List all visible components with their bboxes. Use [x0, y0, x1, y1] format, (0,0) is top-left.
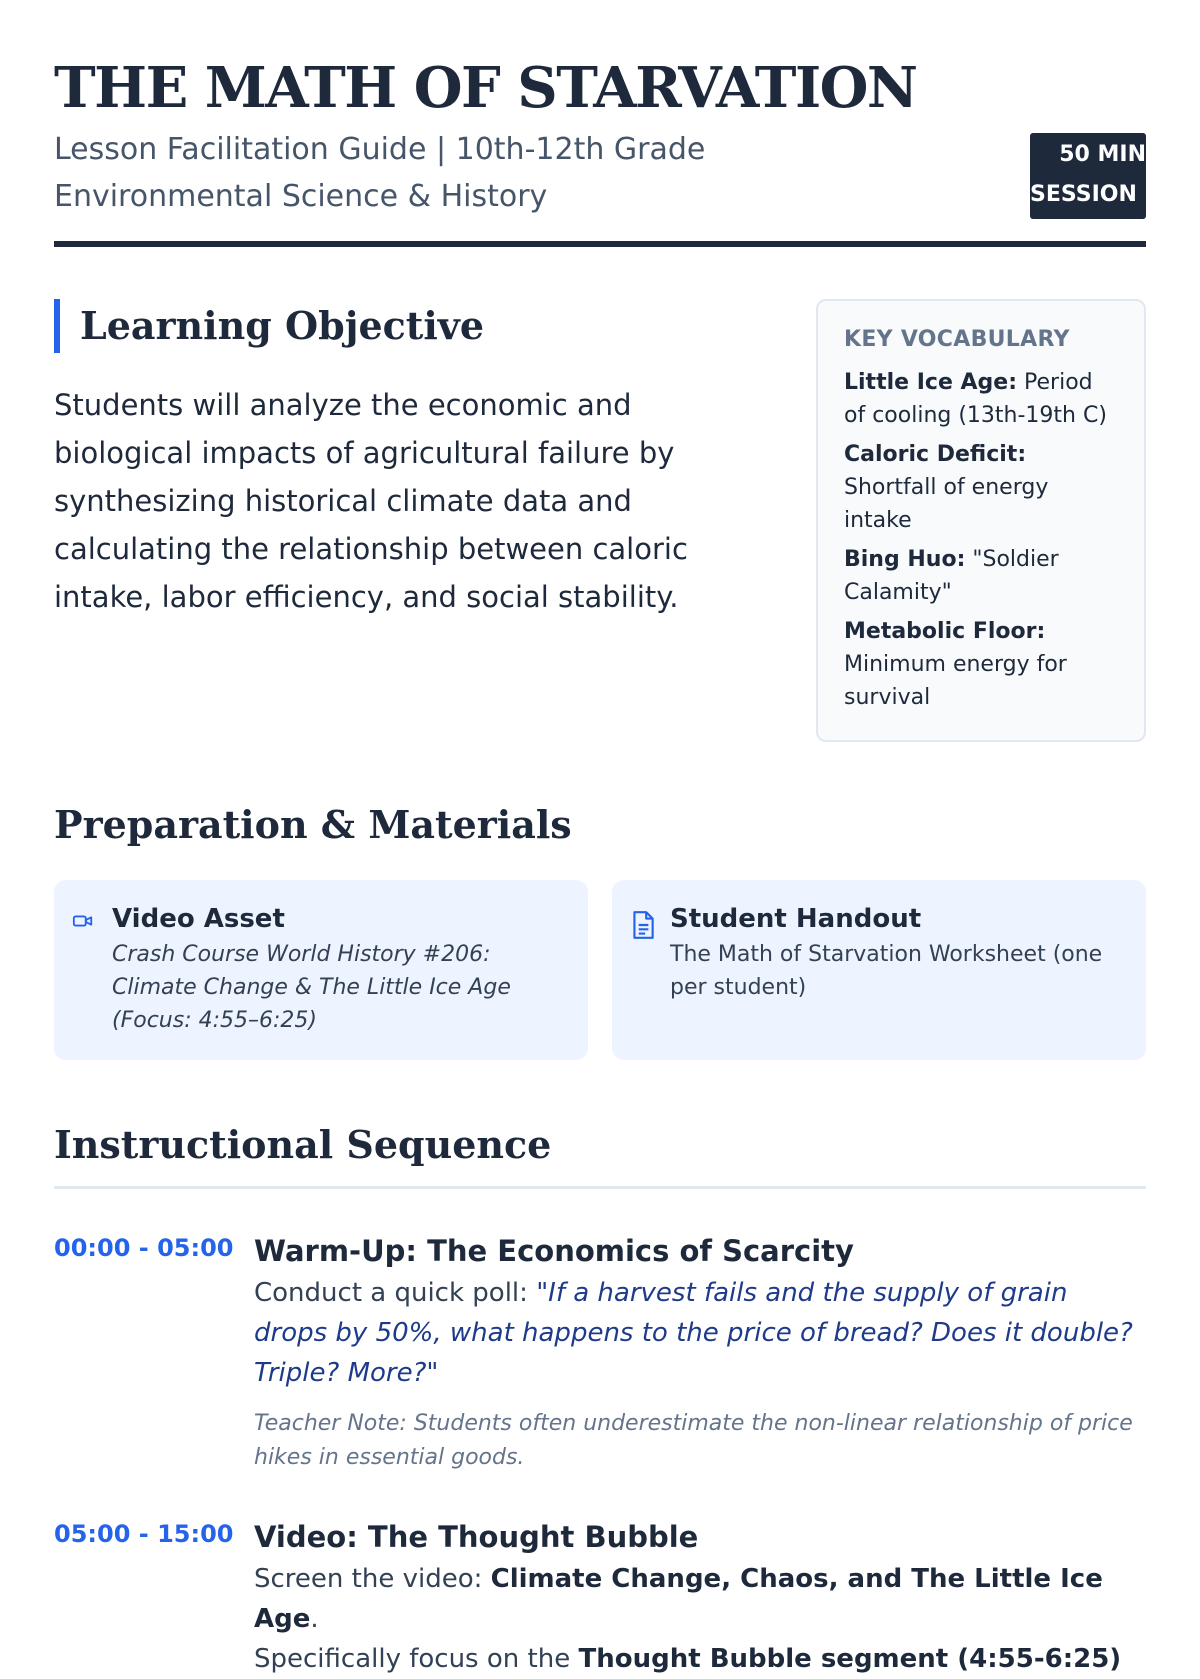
step-lead: Conduct a quick poll:	[254, 1278, 537, 1308]
duration-badge	[1030, 133, 1146, 219]
vocabulary-item	[844, 543, 1118, 609]
step-title: Warm-Up: The Economics of Scarcity	[254, 1234, 854, 1268]
step-text	[254, 1273, 1146, 1393]
vocabulary-item	[844, 438, 1118, 537]
vocabulary-definition: Minimum energy for survival	[844, 652, 1067, 710]
objective-text: Students will analyze the economic and biological impacts of agricultural failure by synthesizing historical climate data and calculating the relationship between caloric intake, labor efficiency, and social stability.	[54, 388, 688, 614]
step-time: 05:00 - 15:00	[54, 1520, 234, 1548]
page-title: THE MATH OF STARVATION	[54, 55, 917, 121]
step-body	[254, 1517, 1146, 1679]
video-icon	[72, 902, 112, 1060]
material-title: Video Asset	[112, 904, 285, 934]
sequence-step	[54, 1231, 1146, 1475]
duration-badge-line2: SESSION	[1030, 182, 1137, 207]
vocabulary-definition: "Soldier Calamity"	[844, 547, 1059, 605]
sequence-step	[54, 1517, 1146, 1679]
material-description: The Math of Starvation Worksheet (one per student)	[670, 942, 1103, 1000]
material-description: Crash Course World History #206: Climate Change & The Little Ice Age (Focus: 4:55–6:25)	[112, 942, 511, 1033]
vocabulary-term: Bing Huo:	[844, 547, 966, 572]
focus-segment: Thought Bubble segment (4:55-6:25)	[578, 1644, 1122, 1674]
material-card-handout	[612, 880, 1146, 1060]
document-icon	[630, 902, 670, 1060]
video-title: Climate Change, Chaos, and The Little Ice Age	[254, 1564, 1103, 1634]
page-subtitle: Lesson Facilitation Guide | 10th-12th Grade Environmental Science & History	[54, 132, 706, 214]
objective-section	[54, 299, 1146, 742]
step-body	[254, 1231, 1146, 1475]
sequence-heading: Instructional Sequence	[54, 1118, 1146, 1189]
focus-lead: Specifically focus on the	[254, 1644, 579, 1674]
step-lead: Screen the video:	[254, 1564, 491, 1594]
vocabulary-item	[844, 366, 1118, 432]
page-header	[54, 0, 1146, 247]
step-text	[254, 1559, 1146, 1679]
duration-badge-line1: 50 MIN	[1059, 142, 1146, 167]
instructional-sequence	[54, 1118, 1146, 1679]
material-body	[112, 902, 564, 1060]
vocabulary-term: Metabolic Floor:	[844, 619, 1046, 644]
material-title: Student Handout	[670, 904, 922, 934]
vocabulary-term: Little Ice Age:	[844, 370, 1018, 395]
vocabulary-title: KEY VOCABULARY	[844, 327, 1070, 352]
vocabulary-definition: Period of cooling (13th-19th C)	[844, 370, 1107, 428]
learning-objective	[54, 299, 764, 742]
poll-question: "If a harvest fails and the supply of grain drops by 50%, what happens to the price of bread? Does it double? Triple? More?"	[254, 1278, 1133, 1388]
step-punctuation: .	[310, 1604, 319, 1634]
vocabulary-item	[844, 615, 1118, 714]
materials-section	[54, 798, 1146, 1060]
material-card-video	[54, 880, 588, 1060]
material-cards	[54, 880, 1146, 1060]
teacher-note: Teacher Note: Students often underestimate the non-linear relationship of price hikes in essential goods.	[254, 1411, 1133, 1470]
materials-heading: Preparation & Materials	[54, 802, 572, 847]
objective-heading: Learning Objective	[54, 299, 764, 353]
material-body	[670, 902, 1122, 1060]
step-title: Video: The Thought Bubble	[254, 1520, 699, 1554]
key-vocabulary-box	[816, 299, 1146, 742]
step-time: 00:00 - 05:00	[54, 1234, 234, 1262]
vocabulary-term: Caloric Deficit:	[844, 442, 1027, 467]
vocabulary-definition: Shortfall of energy intake	[844, 475, 1049, 533]
